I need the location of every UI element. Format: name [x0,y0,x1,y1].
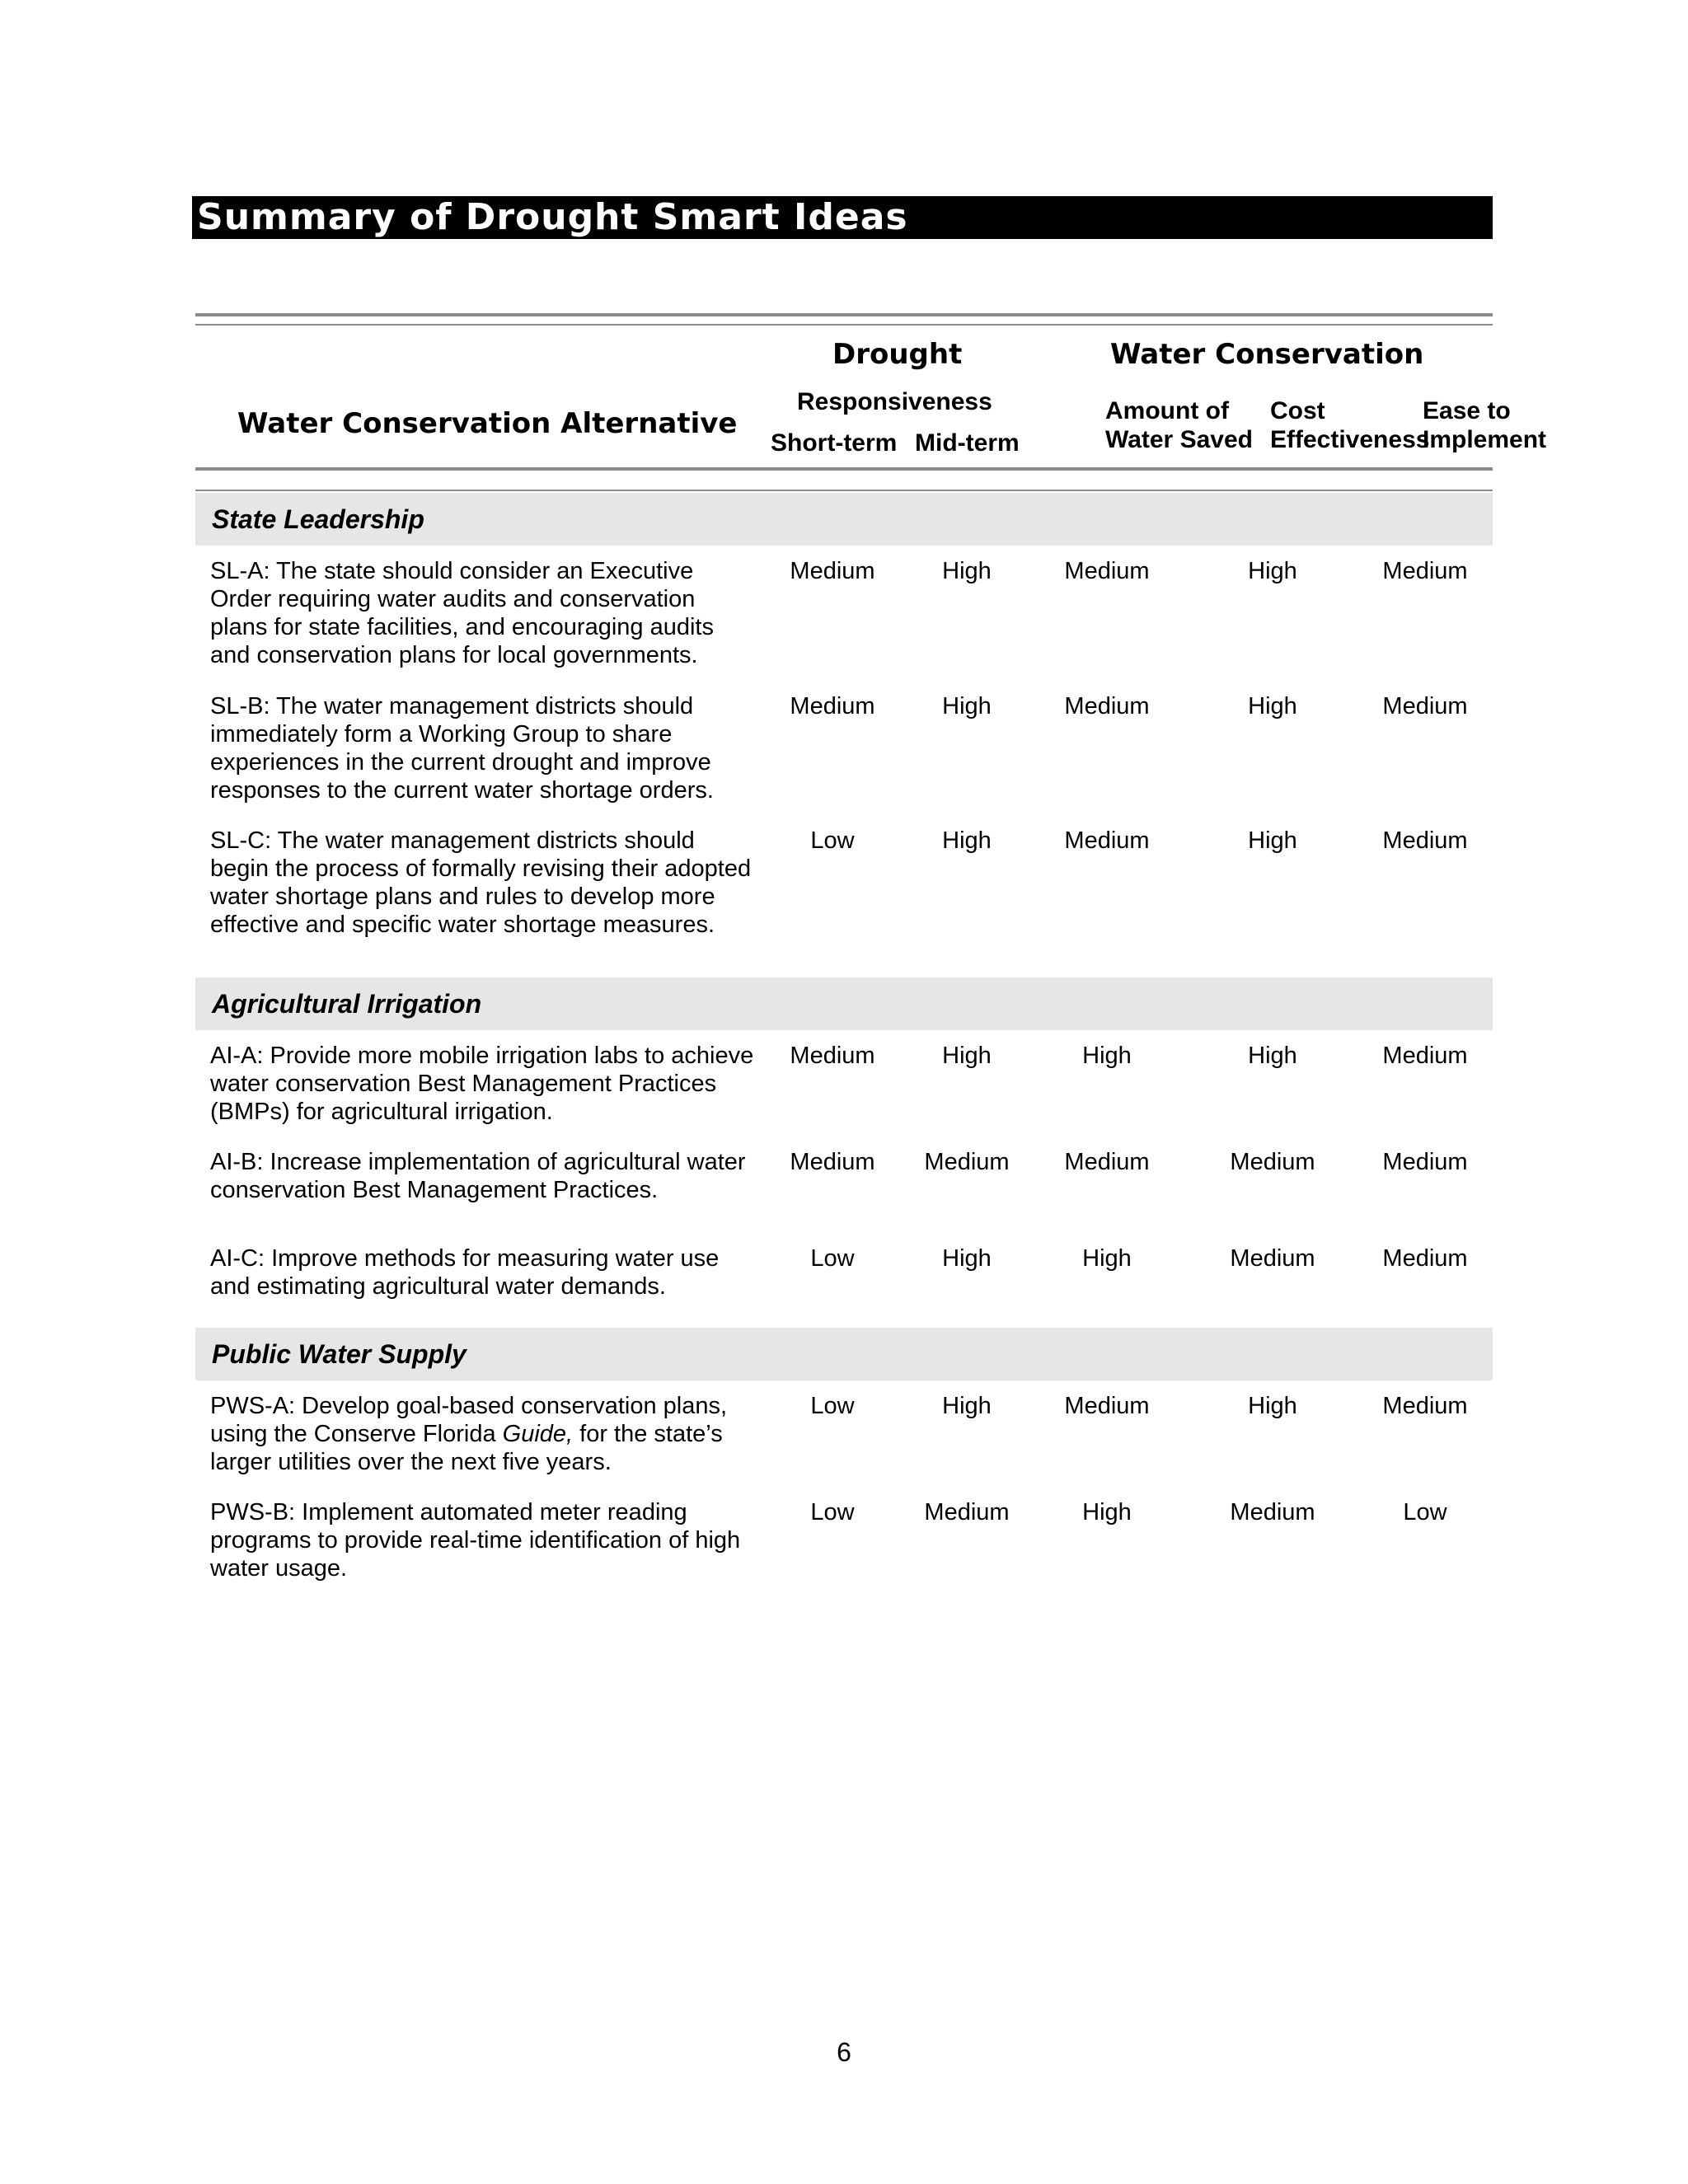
cell-mid-term: Medium [924,1499,1010,1526]
cell-short-term: Low [810,1245,855,1272]
cell-mid-term: High [942,1245,992,1272]
cell-amount: Medium [1064,693,1150,719]
header-top-rule [195,313,1493,316]
page-title: Summary of Drought Smart Ideas [192,196,1493,239]
section-state-leadership: State Leadership [195,493,1493,546]
cell-short-term: Medium [790,1043,875,1069]
cell-amount: High [1082,1043,1132,1069]
cell-mid-term: Medium [924,1149,1010,1175]
row-desc: SL-A: The state should consider an Executive Order requiring water audits and conservation plans for state facilities, and encouraging audits and conservation plans for local governments. [210,558,714,668]
header-responsiveness: Responsiveness [797,388,992,415]
header-short-term: Short-term [771,429,898,457]
cell-ease: Medium [1382,1149,1468,1175]
cell-cost: Medium [1230,1149,1315,1175]
cell-ease: Medium [1382,1043,1468,1069]
row-desc: AI-C: Improve methods for measuring water use and estimating agricultural water demands. [210,1245,720,1300]
page-number: 6 [837,2037,851,2067]
cell-amount: High [1082,1499,1132,1526]
cell-amount: Medium [1064,558,1150,584]
header-bottom-rule-thin [195,490,1493,491]
cell-ease: Medium [1382,827,1468,854]
cell-mid-term: High [942,827,992,854]
row-desc: AI-A: Provide more mobile irrigation labs to achieve water conservation Best Management Practices (BMPs) for agricultural irrigation. [210,1043,754,1125]
cell-ease: Low [1403,1499,1447,1526]
cell-cost: High [1248,1393,1297,1419]
cell-short-term: Medium [790,558,875,584]
cell-cost: Medium [1230,1245,1315,1272]
header-bottom-rule [195,467,1493,471]
row-desc-text: PWS-A: Develop goal-based conservation plans, using the Conserve Florida [210,1393,728,1447]
cell-cost: High [1248,693,1297,719]
cell-ease: Medium [1382,558,1468,584]
cell-ease: Medium [1382,693,1468,719]
header-alternative: Water Conservation Alternative [237,407,738,440]
cell-amount: Medium [1064,1149,1150,1175]
cell-short-term: Low [810,1499,855,1526]
cell-short-term: Low [810,1393,855,1419]
row-desc-emphasis: Guide, [502,1421,574,1447]
cell-mid-term: High [942,1043,992,1069]
row-desc [210,1392,754,1476]
cell-cost: High [1248,827,1297,854]
cell-mid-term: High [942,1393,992,1419]
cell-ease: Medium [1382,1393,1468,1419]
cell-short-term: Low [810,827,855,854]
header-top-rule-thin [195,324,1493,326]
header-drought: Drought [832,338,963,371]
section-agricultural-irrigation: Agricultural Irrigation [195,977,1493,1030]
cell-amount: Medium [1064,827,1150,854]
row-desc: SL-C: The water management districts should begin the process of formally revising their adopted water shortage plans and rules to develop more effective and specific water shortage measures. [210,827,752,938]
cell-cost: High [1248,558,1297,584]
cell-mid-term: High [942,558,992,584]
row-desc: SL-B: The water management districts should immediately form a Working Group to share experiences in the current drought and improve responses to the current water shortage orders. [210,693,714,804]
cell-mid-term: High [942,693,992,719]
cell-cost: Medium [1230,1499,1315,1526]
header-water-conservation: Water Conservation [1110,338,1424,371]
cell-ease: Medium [1382,1245,1468,1272]
row-desc-text-end: for the state’s larger utilities over the next five years. [210,1421,723,1475]
cell-amount: High [1082,1245,1132,1272]
cell-short-term: Medium [790,693,875,719]
row-desc: AI-B: Increase implementation of agricultural water conservation Best Management Practices. [210,1149,746,1203]
cell-amount: Medium [1064,1393,1150,1419]
cell-short-term: Medium [790,1149,875,1175]
cell-cost: High [1248,1043,1297,1069]
header-mid-term: Mid-term [915,429,1020,457]
section-public-water-supply: Public Water Supply [195,1328,1493,1380]
row-desc: PWS-B: Implement automated meter reading programs to provide real-time identification of high water usage. [210,1499,741,1582]
